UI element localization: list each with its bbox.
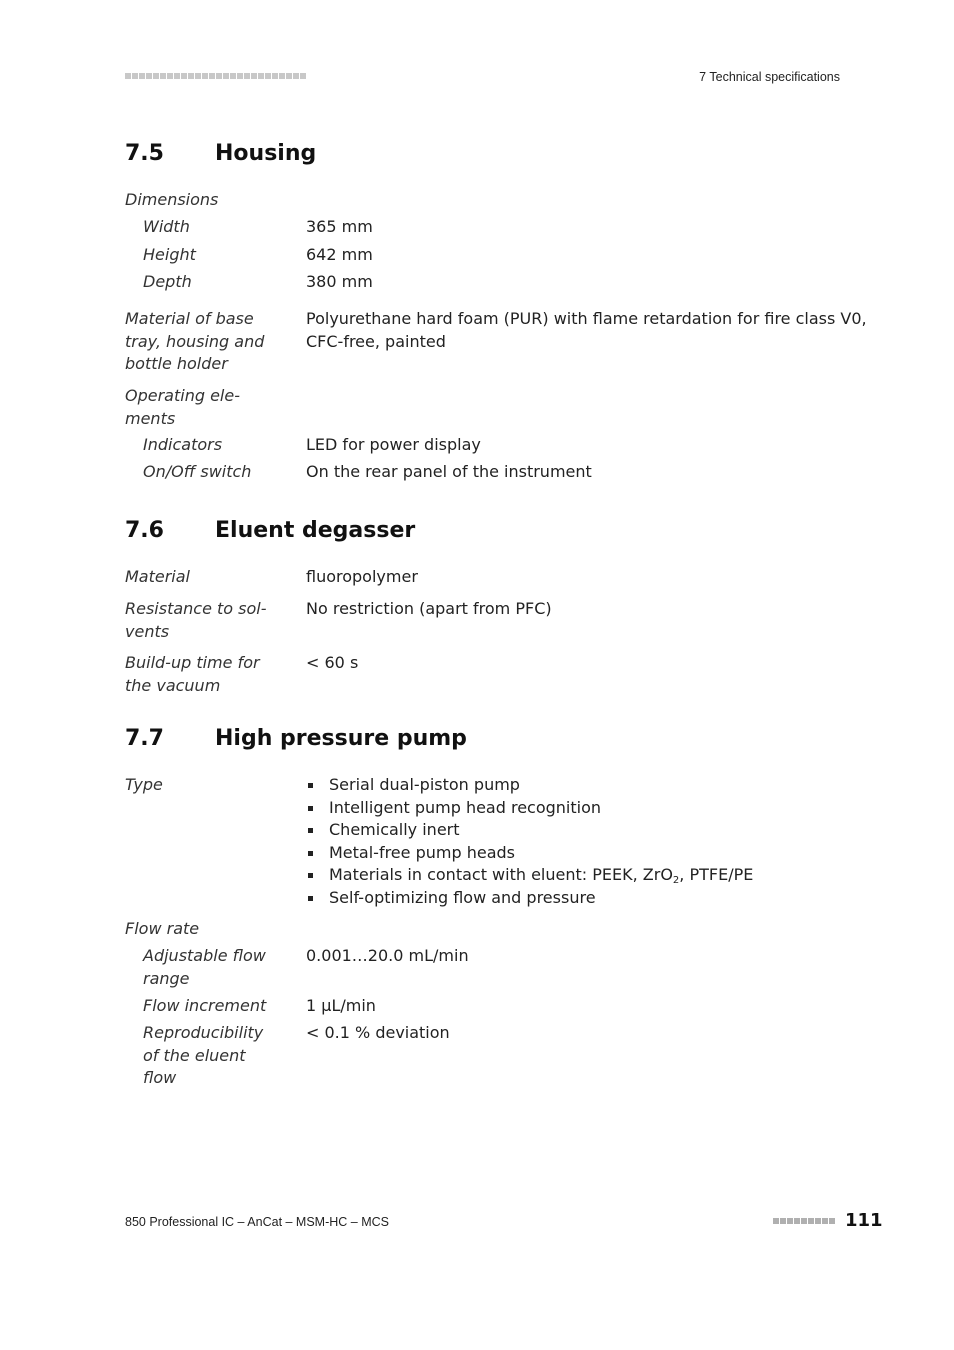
bullet-square-icon	[308, 873, 313, 878]
resistance-label-line: vents	[125, 621, 170, 641]
operating-elements-label	[125, 385, 240, 430]
section-number: 7.6	[125, 518, 164, 543]
flow-increment-value: 1 µL/min	[306, 996, 376, 1015]
degasser-material-value: fluoropolymer	[306, 567, 418, 586]
adjustable-flow-label-line: Adjustable flow	[143, 946, 266, 965]
reproducibility-value: < 0.1 % deviation	[306, 1023, 450, 1042]
depth-label: Depth	[143, 272, 192, 291]
indicators-value: LED for power display	[306, 435, 481, 454]
footer-product: 850 Professional IC – AnCat – MSM-HC – MCS	[125, 1215, 389, 1229]
subscript: 2	[672, 875, 680, 886]
section-name: Housing	[215, 141, 317, 166]
chapter-header: 7 Technical specifications	[699, 70, 840, 84]
buildup-label-line: the vacuum	[125, 675, 221, 695]
bullet-square-icon	[308, 851, 313, 856]
bullet-square-icon	[308, 806, 313, 811]
material-label-line: tray, housing and	[125, 331, 265, 351]
height-value: 642 mm	[306, 245, 373, 264]
height-label: Height	[143, 245, 196, 264]
page-number: 111	[845, 1210, 883, 1231]
list-item-text: Intelligent pump head recognition	[329, 797, 602, 817]
width-value: 365 mm	[306, 217, 373, 236]
material-value-line: Polyurethane hard foam (PUR) with flame retardation for fire class V0,	[306, 309, 867, 328]
buildup-value: < 60 s	[306, 653, 359, 672]
width-label: Width	[143, 217, 190, 236]
pump-type-list	[306, 774, 753, 909]
degasser-material-label: Material	[125, 567, 190, 586]
bullet-square-icon	[308, 783, 313, 788]
section-title-eluent-degasser	[125, 518, 415, 543]
material-label	[125, 308, 264, 376]
switch-value: On the rear panel of the instrument	[306, 462, 592, 481]
buildup-label	[125, 652, 260, 697]
buildup-label-line: Build-up time for	[125, 653, 260, 672]
list-item-text: , PTFE/PE	[679, 865, 754, 884]
section-title-housing	[125, 141, 316, 166]
flow-rate-label: Flow rate	[125, 919, 200, 938]
list-item	[306, 842, 753, 865]
section-number: 7.7	[125, 726, 164, 751]
material-label-line: Material of base	[125, 309, 254, 328]
switch-label: On/Off switch	[143, 462, 252, 481]
flow-increment-label: Flow increment	[143, 996, 267, 1015]
resistance-value: No restriction (apart from PFC)	[306, 599, 552, 618]
list-item-text: Serial dual-piston pump	[329, 775, 520, 794]
section-name: High pressure pump	[215, 726, 467, 751]
material-label-line: bottle holder	[125, 354, 228, 373]
reproducibility-label	[143, 1022, 263, 1090]
reproducibility-label-line: flow	[143, 1068, 177, 1087]
indicators-label: Indicators	[143, 435, 223, 454]
adjustable-flow-value: 0.001…20.0 mL/min	[306, 946, 469, 965]
adjustable-flow-label-line: range	[143, 968, 190, 988]
section-title-high-pressure-pump	[125, 726, 467, 751]
pump-type-label: Type	[125, 775, 163, 794]
adjustable-flow-label	[143, 945, 266, 990]
list-item	[306, 819, 753, 842]
list-item	[306, 864, 753, 887]
section-number: 7.5	[125, 141, 164, 166]
dimensions-label: Dimensions	[125, 190, 219, 209]
operating-label-line: ments	[125, 408, 176, 428]
list-item-text: Self-optimizing flow and pressure	[329, 887, 596, 907]
list-item	[306, 887, 753, 910]
list-item-text: Chemically inert	[329, 820, 460, 839]
bullet-square-icon	[308, 896, 313, 901]
footer-decoration	[773, 1218, 835, 1224]
list-item-text: Materials in contact with eluent: PEEK, ZrO	[329, 865, 673, 884]
list-item	[306, 774, 753, 797]
resistance-label-line: Resistance to sol-	[125, 599, 267, 618]
list-item-text: Metal-free pump heads	[329, 842, 515, 862]
section-name: Eluent degasser	[215, 518, 416, 543]
depth-value: 380 mm	[306, 272, 373, 291]
bullet-square-icon	[308, 828, 313, 833]
operating-label-line: Operating ele-	[125, 386, 240, 405]
reproducibility-label-line: of the eluent	[143, 1045, 246, 1065]
material-value	[306, 308, 867, 353]
resistance-label	[125, 598, 267, 643]
material-value-line: CFC-free, painted	[306, 331, 446, 351]
list-item	[306, 797, 753, 820]
header-decoration	[125, 73, 306, 79]
reproducibility-label-line: Reproducibility	[143, 1023, 264, 1042]
